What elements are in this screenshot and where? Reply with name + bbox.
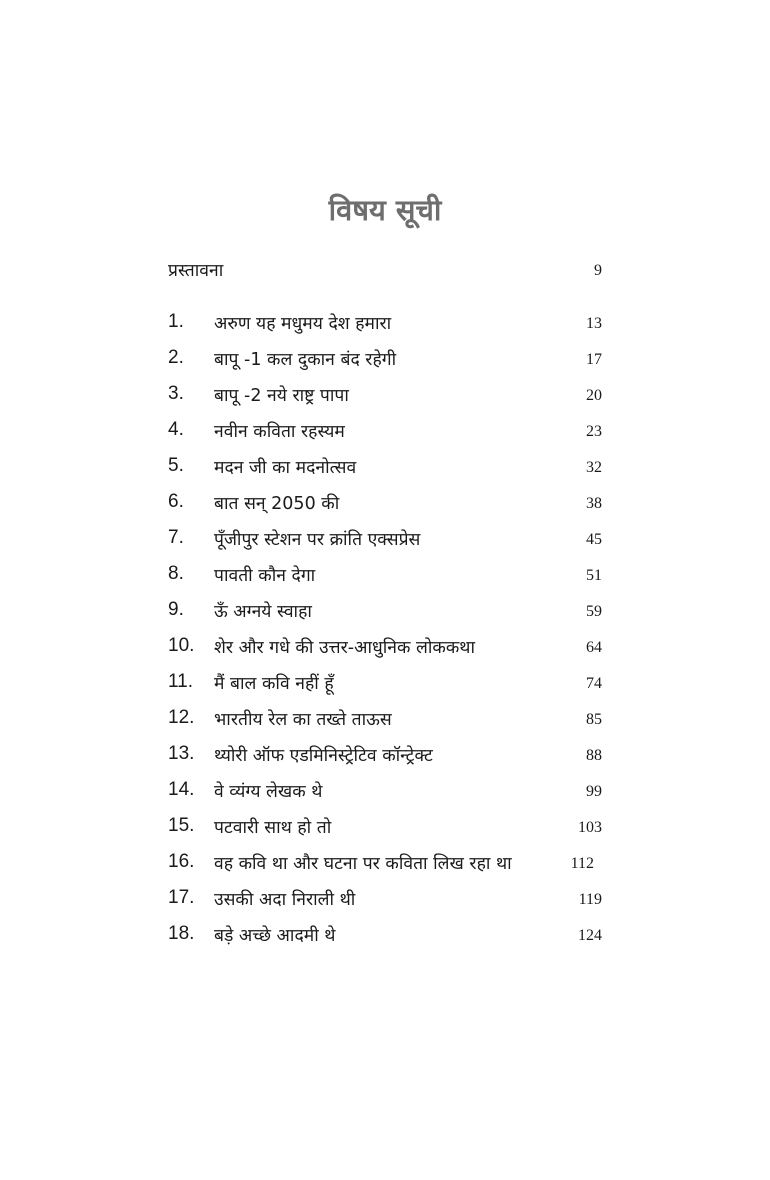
toc-entry-number: 9. bbox=[168, 599, 184, 620]
toc-entry-page: 74 bbox=[586, 675, 602, 692]
toc-entry-title: शेर और गधे की उत्तर-आधुनिक लोककथा bbox=[214, 638, 475, 658]
toc-entry-number: 5. bbox=[168, 455, 184, 476]
toc-entry-title: बापू -1 कल दुकान बंद रहेगी bbox=[214, 350, 397, 370]
toc-entry-number: 18. bbox=[168, 923, 195, 944]
toc-entry-number: 17. bbox=[168, 887, 195, 908]
toc-entry-number: 3. bbox=[168, 383, 184, 404]
toc-entry-number: 8. bbox=[168, 563, 184, 584]
toc-intro-label: प्रस्तावना bbox=[168, 261, 224, 281]
toc-entry-page: 23 bbox=[586, 423, 602, 440]
toc-entry-page: 112 bbox=[570, 855, 594, 872]
toc-entry-title: मैं बाल कवि नहीं हूँ bbox=[214, 674, 334, 694]
toc-entry-title: बड़े अच्छे आदमी थे bbox=[214, 926, 336, 946]
toc-entry bbox=[168, 455, 602, 485]
toc-entry bbox=[168, 923, 602, 953]
toc-entry-title: मदन जी का मदनोत्सव bbox=[214, 458, 357, 478]
toc-entry bbox=[168, 671, 602, 701]
toc-entry bbox=[168, 527, 602, 557]
toc-entry-number: 11. bbox=[168, 671, 194, 692]
toc-entry-page: 20 bbox=[586, 387, 602, 404]
toc-entry bbox=[168, 779, 602, 809]
toc-entry-number: 14. bbox=[168, 779, 195, 800]
toc-entry-title: बापू -2 नये राष्ट्र पापा bbox=[214, 386, 349, 406]
toc-entry bbox=[168, 887, 602, 917]
toc-entry-page: 51 bbox=[586, 567, 602, 584]
toc-entry bbox=[168, 815, 602, 845]
toc-entry bbox=[168, 311, 602, 341]
page-title: विषय सूची bbox=[328, 193, 442, 227]
toc-entry bbox=[168, 491, 602, 521]
toc-entry-number: 2. bbox=[168, 347, 184, 368]
toc-entry-title: बात सन् 2050 की bbox=[214, 494, 340, 514]
toc-entry-page: 45 bbox=[586, 531, 602, 548]
toc-entry-page: 85 bbox=[586, 711, 602, 728]
toc-entry bbox=[168, 599, 602, 629]
toc-entry-number: 10. bbox=[168, 635, 195, 656]
toc-entry-page: 124 bbox=[578, 927, 602, 944]
toc-intro-row bbox=[168, 258, 602, 288]
toc-entry-number: 1. bbox=[168, 311, 184, 332]
toc-entry-title: पावती कौन देगा bbox=[214, 566, 316, 586]
toc-entry-number: 13. bbox=[168, 743, 195, 764]
toc-entry-title: भारतीय रेल का तख्ते ताऊस bbox=[214, 710, 392, 730]
toc-entry-title: पूँजीपुर स्टेशन पर क्रांति एक्सप्रेस bbox=[214, 530, 421, 550]
toc-entry-number: 7. bbox=[168, 527, 184, 548]
toc-entry-number: 6. bbox=[168, 491, 184, 512]
toc-entry-page: 88 bbox=[586, 747, 602, 764]
toc-entry bbox=[168, 707, 602, 737]
toc-entry-page: 103 bbox=[578, 819, 602, 836]
toc-entry-page: 99 bbox=[586, 783, 602, 800]
toc-entry bbox=[168, 851, 602, 881]
toc-entry-title: वह कवि था और घटना पर कविता लिख रहा था bbox=[214, 854, 512, 874]
toc-entry-title: ऊँ अग्नये स्वाहा bbox=[214, 602, 312, 622]
toc-entry-page: 38 bbox=[586, 495, 602, 512]
toc-entry-title: अरुण यह मधुमय देश हमारा bbox=[214, 314, 392, 334]
toc-entry bbox=[168, 743, 602, 773]
toc-entry-title: नवीन कविता रहस्यम bbox=[214, 422, 345, 442]
toc-entry-title: वे व्यंग्य लेखक थे bbox=[214, 782, 323, 802]
toc-entry-page: 59 bbox=[586, 603, 602, 620]
toc-entry bbox=[168, 347, 602, 377]
toc-entry-page: 64 bbox=[586, 639, 602, 656]
toc-entry-number: 4. bbox=[168, 419, 184, 440]
toc-intro-page: 9 bbox=[594, 262, 602, 279]
toc-entry bbox=[168, 383, 602, 413]
toc-entry-title: उसकी अदा निराली थी bbox=[214, 890, 356, 910]
toc-entry bbox=[168, 635, 602, 665]
toc-entry bbox=[168, 563, 602, 593]
toc-entry-page: 32 bbox=[586, 459, 602, 476]
toc-entry-page: 13 bbox=[586, 315, 602, 332]
toc-entry bbox=[168, 419, 602, 449]
toc-entry-title: थ्योरी ऑफ एडमिनिस्ट्रेटिव कॉन्ट्रेक्ट bbox=[214, 746, 433, 766]
toc-entry-page: 17 bbox=[586, 351, 602, 368]
toc-entry-title: पटवारी साथ हो तो bbox=[214, 818, 332, 838]
toc-entry-number: 16. bbox=[168, 851, 195, 872]
toc-entry-number: 15. bbox=[168, 815, 195, 836]
toc-entry-number: 12. bbox=[168, 707, 195, 728]
toc-entry-page: 119 bbox=[578, 891, 602, 908]
